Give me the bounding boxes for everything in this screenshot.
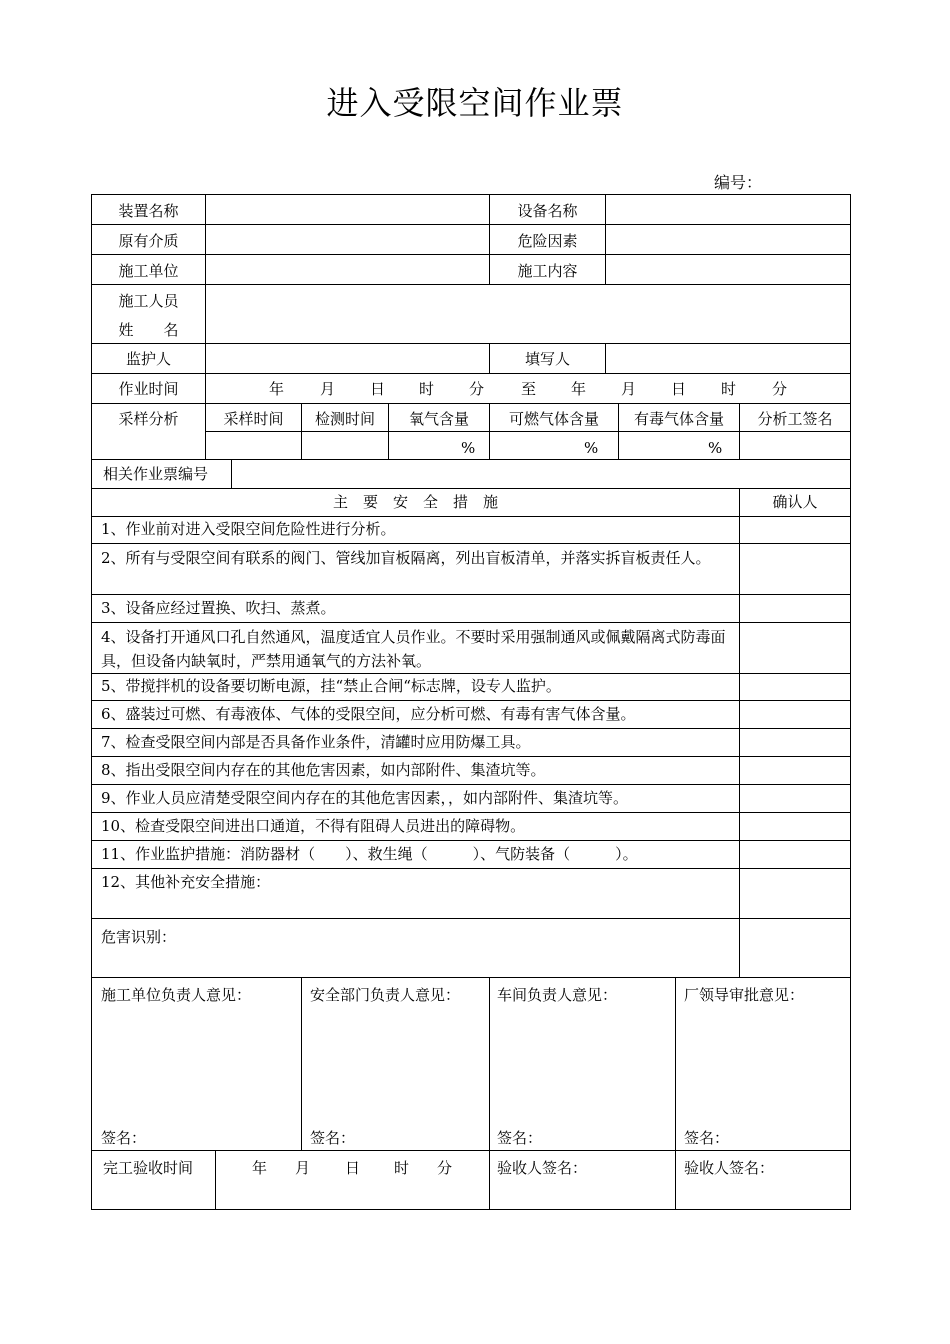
sampling-header-toxic: 有毒气体含量 — [633, 410, 724, 428]
work-time-hour: 时 — [419, 380, 435, 398]
work-time-month: 月 — [320, 380, 336, 398]
construction-unit-label: 施工单位 — [118, 262, 179, 280]
row-divider — [91, 840, 851, 841]
row-divider — [91, 784, 851, 785]
confirmer-header: 确认人 — [772, 493, 818, 511]
column-divider — [489, 977, 490, 1210]
original-medium-label: 原有介质 — [118, 232, 179, 250]
row-divider — [91, 700, 851, 701]
row-divider — [91, 594, 851, 595]
work-time-end-minute: 分 — [772, 380, 788, 398]
safety-dept-signature-label: 签名： — [310, 1129, 356, 1147]
completion-time-label: 完工验收时间 — [103, 1159, 194, 1177]
column-divider — [605, 194, 606, 284]
completion-day: 日 — [345, 1159, 361, 1177]
work-time-year: 年 — [269, 380, 285, 398]
measures-header: 主 要 安 全 措 施 — [332, 493, 498, 511]
workers-label-line1: 施工人员 — [118, 292, 179, 310]
safety-dept-opinion-label: 安全部门负责人意见： — [310, 986, 461, 1004]
plant-leader-signature-label: 签名： — [684, 1129, 730, 1147]
sampling-header-test-time: 检测时间 — [314, 410, 375, 428]
device-name-label: 装置名称 — [118, 202, 179, 220]
row-divider — [91, 622, 851, 623]
measure-item: 11、作业监护措施：消防器材（ ）、救生绳（ ）、气防装备（ ）。 — [101, 845, 638, 863]
page-title: 进入受限空间作业票 — [326, 84, 624, 122]
measure-item: 7、检查受限空间内部是否具备作业条件，清罐时应用防爆工具。 — [101, 733, 531, 751]
work-time-end-hour: 时 — [721, 380, 737, 398]
oxygen-percent-unit: % — [461, 439, 476, 457]
work-time-end-year: 年 — [571, 380, 587, 398]
filler-label: 填写人 — [524, 350, 570, 368]
related-ticket-label: 相关作业票编号 — [103, 465, 209, 483]
measure-item: 6、盛装过可燃、有毒液体、气体的受限空间，应分析可燃、有毒有害气体含量。 — [101, 705, 636, 723]
hazard-identification-label: 危害识别： — [101, 928, 177, 946]
row-divider — [91, 977, 851, 978]
risk-factors-label: 危险因素 — [517, 232, 578, 250]
column-divider — [301, 977, 302, 1150]
plant-leader-opinion-label: 厂领导审批意见： — [684, 986, 805, 1004]
work-time-day: 日 — [370, 380, 386, 398]
work-time-minute: 分 — [469, 380, 485, 398]
row-divider — [91, 459, 851, 460]
row-divider — [91, 543, 851, 544]
serial-number-label: 编号： — [714, 173, 763, 192]
completion-hour: 时 — [394, 1159, 410, 1177]
sampling-header-combustible: 可燃气体含量 — [508, 410, 599, 428]
row-divider — [91, 673, 851, 674]
construction-unit-opinion-label: 施工单位负责人意见： — [101, 986, 252, 1004]
column-divider — [205, 343, 206, 403]
completion-year: 年 — [252, 1159, 268, 1177]
measure-item: 12、其他补充安全措施： — [101, 873, 271, 891]
construction-unit-signature-label: 签名： — [101, 1129, 147, 1147]
sampling-label: 采样分析 — [118, 410, 179, 428]
construction-content-label: 施工内容 — [517, 262, 578, 280]
row-divider — [91, 868, 851, 869]
row-divider — [91, 728, 851, 729]
row-divider — [91, 812, 851, 813]
sampling-header-oxygen: 氧气含量 — [408, 410, 469, 428]
supervisor-label: 监护人 — [125, 350, 171, 368]
column-divider — [231, 459, 232, 488]
acceptor-signature-label-1: 验收人签名： — [497, 1159, 588, 1177]
column-divider — [605, 343, 606, 373]
sampling-header-sample-time: 采样时间 — [223, 410, 284, 428]
column-divider — [215, 1150, 216, 1210]
completion-month: 月 — [295, 1159, 311, 1177]
row-divider — [91, 1150, 851, 1151]
workers-label-line2: 姓 名 — [118, 321, 179, 339]
work-time-to: 至 — [521, 380, 537, 398]
equipment-name-label: 设备名称 — [517, 202, 578, 220]
measure-item: 1、作业前对进入受限空间危险性进行分析。 — [101, 520, 396, 538]
measure-item: 8、指出受限空间内存在的其他危害因素，如内部附件、集渣坑等。 — [101, 761, 546, 779]
acceptor-signature-label-2: 验收人签名： — [684, 1159, 775, 1177]
column-divider — [205, 194, 206, 343]
row-divider — [91, 516, 851, 517]
column-divider — [739, 488, 740, 977]
sampling-header-analyst-signature: 分析工签名 — [757, 410, 833, 428]
combustible-percent-unit: % — [584, 439, 599, 457]
measure-item: 9、作业人员应清楚受限空间内存在的其他危害因素，，如内部附件、集渣坑等。 — [101, 789, 629, 807]
workshop-signature-label: 签名： — [497, 1129, 543, 1147]
row-divider — [91, 488, 851, 489]
work-time-end-month: 月 — [621, 380, 637, 398]
work-time-label: 作业时间 — [118, 380, 179, 398]
measure-item: 4、设备打开通风口孔自然通风，温度适宜人员作业。不要时采用强制通风或佩戴隔离式防毒面具，但设备内缺氧时，严禁用通氧气的方法补氧。 — [101, 628, 726, 670]
measure-item: 5、带搅拌机的设备要切断电源，挂“禁止合闸“标志牌，设专人监护。 — [101, 677, 561, 695]
completion-minute: 分 — [437, 1159, 453, 1177]
row-divider — [91, 756, 851, 757]
measure-item: 2、所有与受限空间有联系的阀门、管线加盲板隔离，列出盲板清单，并落实拆盲板责任人。 — [101, 549, 711, 567]
measure-item: 10、检查受限空间进出口通道，不得有阻碍人员进出的障碍物。 — [101, 817, 526, 835]
toxic-percent-unit: % — [708, 439, 723, 457]
column-divider — [675, 977, 676, 1210]
work-time-end-day: 日 — [671, 380, 687, 398]
measure-item: 3、设备应经过置换、吹扫、蒸煮。 — [101, 599, 336, 617]
row-divider — [91, 918, 851, 919]
workshop-opinion-label: 车间负责人意见： — [497, 986, 618, 1004]
